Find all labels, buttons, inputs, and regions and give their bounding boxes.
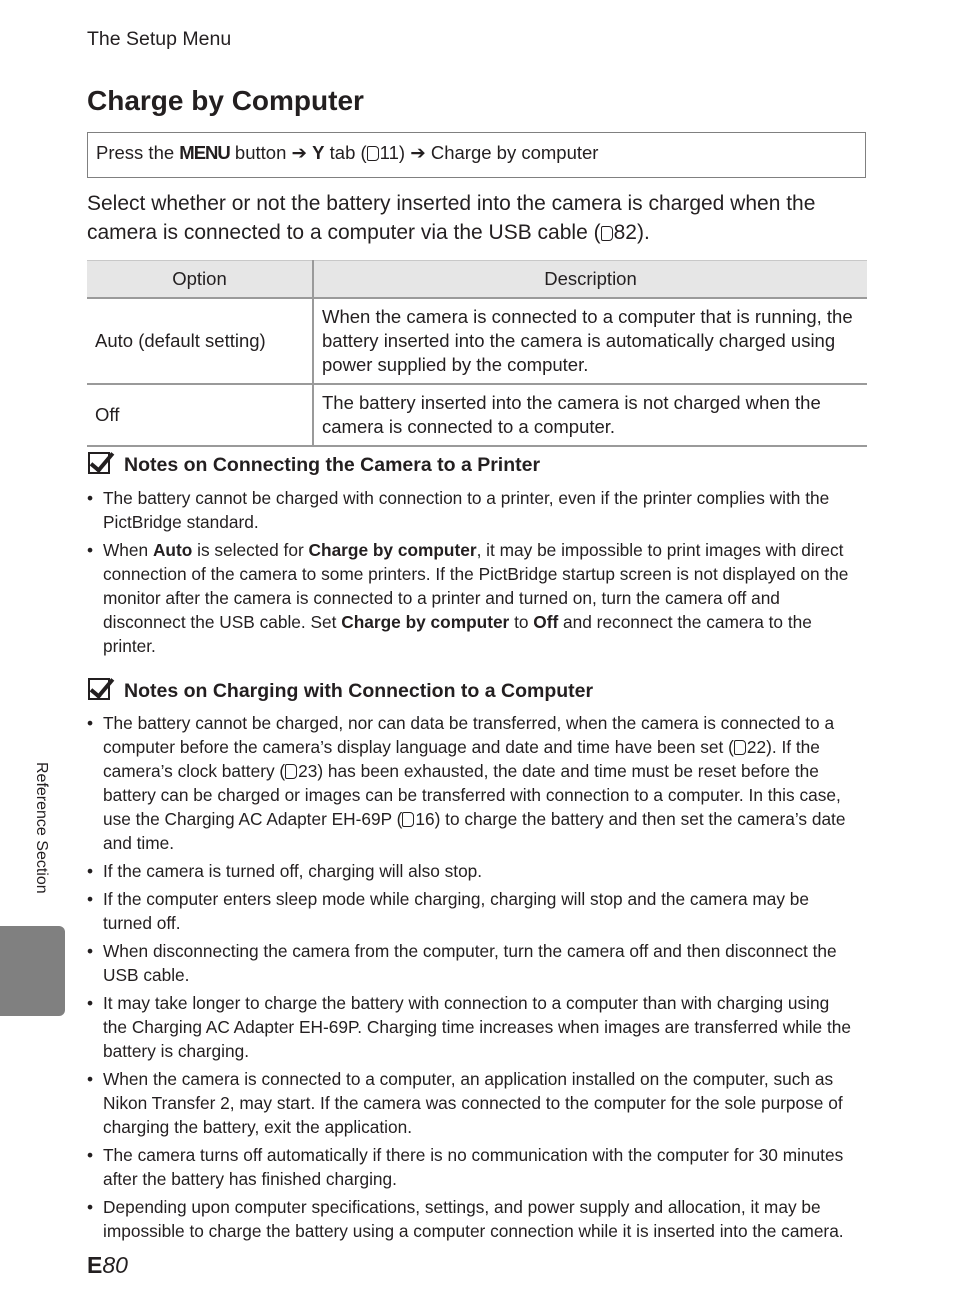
side-section-tab: [0, 926, 65, 1016]
table-row: [87, 298, 867, 384]
list-item: • When the camera is connected to a computer, an application installed on the computer, such as Nikon Transfer 2, may start. If the camera was connected to the computer for the sole purpose of charging the battery, exit the application.: [87, 1067, 851, 1139]
list-item: • When Auto is selected for Charge by computer, it may be impossible to print images with direct connection of the camera to some printers. If the PictBridge startup screen is not displayed on the monitor after the camera is connected to a printer and turned on, turn the camera off and disconnect the USB cable. Set Charge by computer to Off and reconnect the camera to the printer.: [87, 538, 851, 658]
column-header-description: Description: [313, 261, 867, 299]
book-reference-icon: [285, 764, 297, 779]
note-list-computer: [87, 711, 851, 1247]
description-cell: The battery inserted into the camera is not charged when the camera is connected to a computer.: [313, 384, 867, 446]
menu-path-box: [87, 132, 866, 178]
nav-press-the: Press the: [96, 142, 175, 163]
arrow-right-icon: ➔: [410, 142, 426, 163]
note-heading-printer: [88, 452, 540, 477]
table-header-row: [87, 261, 867, 299]
list-item: • When disconnecting the camera from the computer, turn the camera off and then disconnect the USB cable.: [87, 939, 851, 987]
note-list-printer: [87, 486, 851, 662]
nav-tab-ref: 11): [379, 142, 406, 163]
nav-tab-word: tab (: [329, 142, 367, 163]
book-reference-icon: [601, 226, 613, 241]
book-reference-icon: [402, 812, 414, 827]
note-title: Notes on Charging with Connection to a Computer: [124, 680, 594, 702]
intro-ref: 82).: [613, 221, 650, 244]
option-cell: Off: [87, 384, 313, 446]
note-heading-computer: [88, 678, 593, 703]
list-item: • It may take longer to charge the battery with connection to a computer than with charging using the Charging AC Adapter EH-69P. Charging time increases when images are transferred while the battery is charging.: [87, 991, 851, 1063]
book-reference-icon: [367, 146, 379, 161]
checkmark-note-icon: [88, 678, 110, 700]
option-cell: Auto (default setting): [87, 298, 313, 384]
intro-text: Select whether or not the battery inserted into the camera is charged when the camera is connected to a computer via the USB cable (: [87, 192, 816, 244]
nav-button-word: button: [234, 142, 287, 163]
note-title: Notes on Connecting the Camera to a Printer: [124, 454, 541, 476]
options-table: [87, 260, 867, 447]
side-section-label: Reference Section: [33, 762, 50, 894]
list-item: • If the computer enters sleep mode while charging, charging will stop and the camera may be turned off.: [87, 887, 851, 935]
description-cell: When the camera is connected to a computer that is running, the battery inserted into the camera is automatically charged using power supplied by the computer.: [313, 298, 867, 384]
page-title: Charge by Computer: [87, 85, 364, 116]
checkmark-note-icon: [88, 452, 110, 474]
nav-destination: Charge by computer: [430, 142, 599, 163]
list-item: • If the camera is turned off, charging will also stop.: [87, 859, 851, 883]
wrench-tab-icon: Y: [312, 142, 325, 163]
list-item: • The camera turns off automatically if there is no communication with the computer for 30 minutes after the battery has finished charging.: [87, 1143, 851, 1191]
list-item: • The battery cannot be charged with connection to a printer, even if the printer complies with the PictBridge standard.: [87, 486, 851, 534]
list-item: • The battery cannot be charged, nor can data be transferred, when the camera is connected to a computer before the camera’s display language and date and time have been set ( 22). If the camera’s clock battery ( 23) has been exhausted, the date and time must be reset before the battery can be charged or images can be transferred with connection to a computer. In this case, use the Charging AC Adapter EH-69P ( 16) to charge the battery and then set the camera’s date and time.: [87, 711, 851, 855]
reference-e-icon: E: [87, 1252, 103, 1278]
page-number: [87, 1252, 128, 1279]
list-item: • Depending upon computer specifications, settings, and power supply and allocation, it may be impossible to charge the battery using a computer connection while it is inserted into the camera.: [87, 1195, 851, 1243]
column-header-option: Option: [87, 261, 313, 299]
table-row: [87, 384, 867, 446]
section-header: The Setup Menu: [87, 28, 232, 50]
book-reference-icon: [734, 740, 746, 755]
menu-button-icon: MENU: [179, 142, 230, 163]
page-number-value: 80: [102, 1252, 128, 1278]
intro-paragraph: [87, 189, 857, 247]
arrow-right-icon: ➔: [291, 142, 308, 163]
